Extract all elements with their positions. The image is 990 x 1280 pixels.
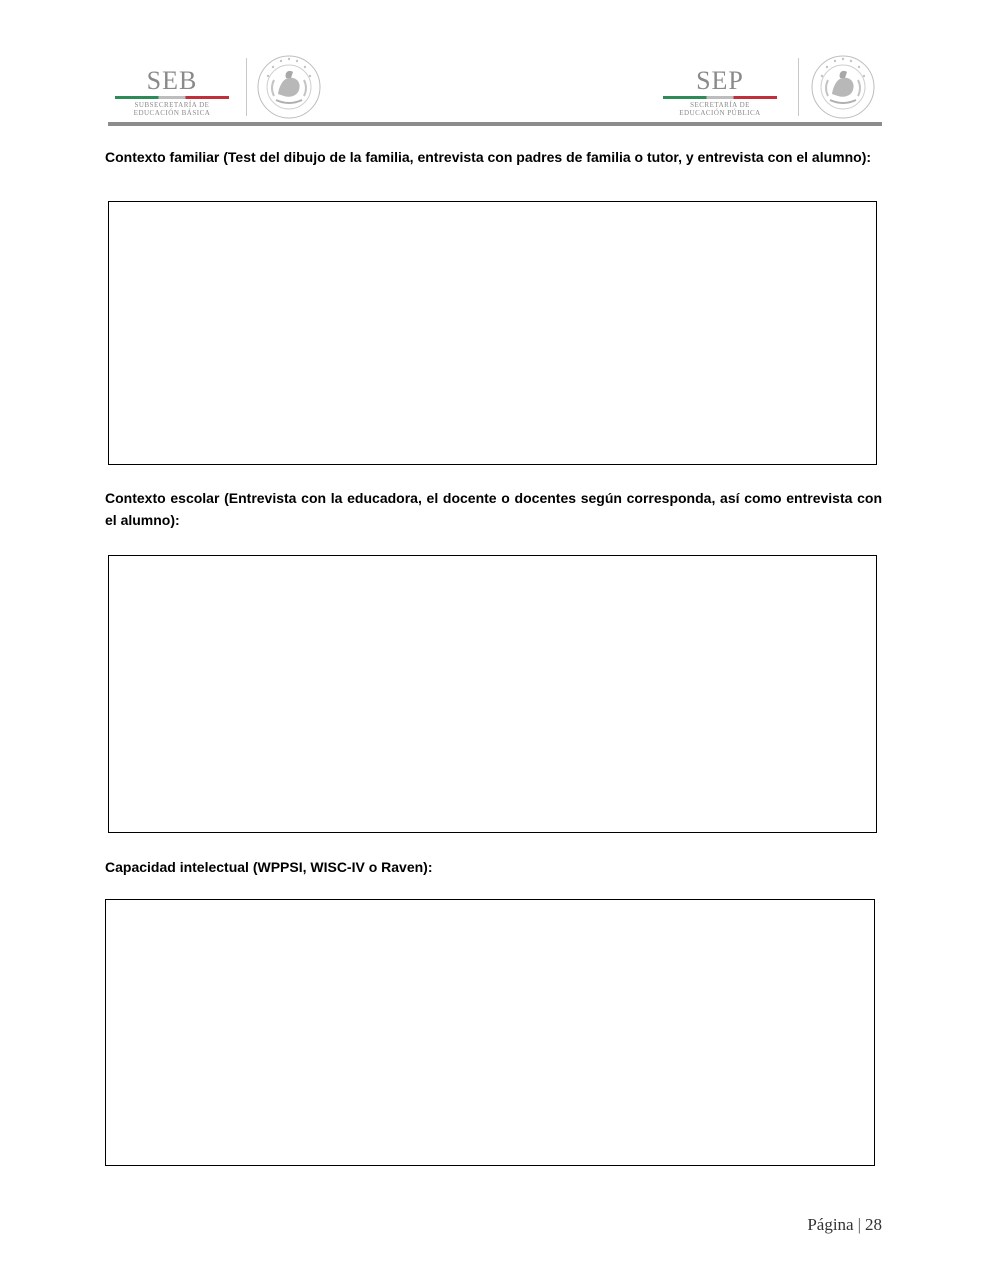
page-footer [807,1215,882,1235]
mexican-coat-of-arms-seal-icon [256,54,322,120]
sep-logo-divider [798,58,799,116]
intellectual-capacity-label: Capacidad intelectual (WPPSI, WISC-IV o Raven): [105,859,433,875]
seb-logo [108,52,340,122]
page-number: 28 [865,1215,882,1234]
family-context-answer-box[interactable] [108,201,877,465]
seb-logo-divider [246,58,247,116]
sep-flag-rule [663,96,777,99]
seb-flag-rule [115,96,229,99]
school-context-label: Contexto escolar (Entrevista con la educadora, el docente o docentes según corresponda, así como entrevista con el alumno): [105,490,882,528]
seb-acronym: SEB [146,66,198,95]
sep-logo [656,52,888,122]
mexican-coat-of-arms-seal-icon [810,54,876,120]
family-context-label: Contexto familiar (Test del dibujo de la familia, entrevista con padres de familia o tutor, y entrevista con el alumno): [105,149,872,165]
page-header [0,0,990,130]
intellectual-capacity-answer-box[interactable] [105,899,875,1166]
page-word: Página [807,1215,854,1234]
sep-acronym: SEP [696,66,744,95]
seb-subtitle: SUBSECRETARÍA DE EDUCACIÓN BÁSICA [133,101,211,117]
sep-subtitle: SECRETARÍA DE EDUCACIÓN PÚBLICA [679,101,761,117]
header-divider-bar [108,122,882,126]
page-separator: | [857,1215,861,1234]
school-context-answer-box[interactable] [108,555,877,833]
